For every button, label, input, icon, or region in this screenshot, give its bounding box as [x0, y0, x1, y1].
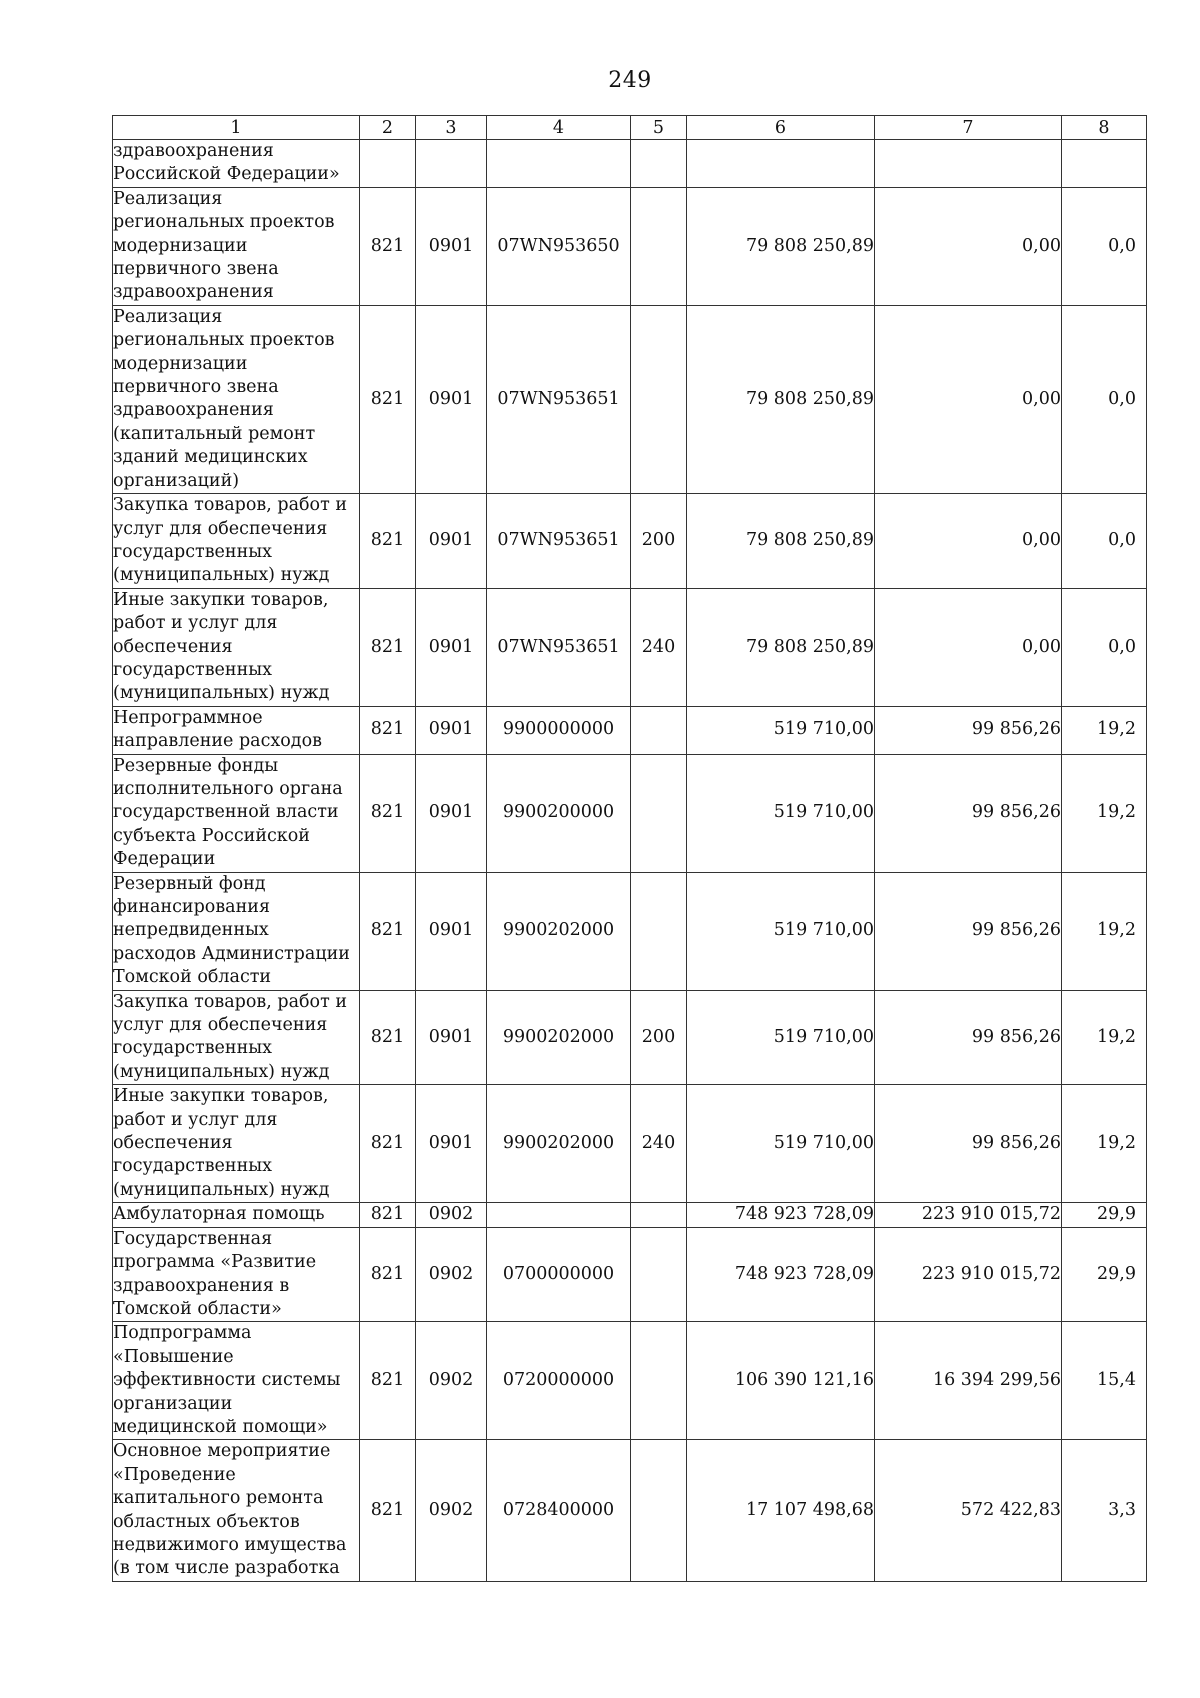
admin-code-cell: 821	[360, 1322, 416, 1440]
admin-code-cell: 821	[360, 187, 416, 305]
actual-amount-cell: 99 856,26	[875, 990, 1062, 1085]
actual-amount-cell	[875, 140, 1062, 188]
section-code-cell: 0902	[416, 1440, 487, 1581]
column-header: 5	[631, 116, 687, 140]
percent-cell: 3,3	[1062, 1440, 1147, 1581]
expense-type-cell	[631, 754, 687, 872]
table-row	[113, 1440, 1147, 1581]
admin-code-cell: 821	[360, 494, 416, 589]
section-code-cell	[416, 140, 487, 188]
plan-amount-cell: 748 923 728,09	[687, 1203, 875, 1227]
expense-type-cell	[631, 1322, 687, 1440]
section-code-cell: 0902	[416, 1203, 487, 1227]
target-article-cell	[487, 1203, 631, 1227]
percent-cell: 0,0	[1062, 187, 1147, 305]
actual-amount-cell: 99 856,26	[875, 872, 1062, 990]
percent-cell	[1062, 140, 1147, 188]
admin-code-cell: 821	[360, 305, 416, 493]
plan-amount-cell: 519 710,00	[687, 706, 875, 754]
percent-cell: 15,4	[1062, 1322, 1147, 1440]
admin-code-cell: 821	[360, 872, 416, 990]
percent-cell: 19,2	[1062, 1085, 1147, 1203]
row-name-cell: Иные закупки товаров, работ и услуг для обеспечения государственных (муниципальных) нужд	[113, 588, 360, 706]
percent-cell: 0,0	[1062, 588, 1147, 706]
target-article-cell: 07WN953651	[487, 494, 631, 589]
actual-amount-cell: 99 856,26	[875, 706, 1062, 754]
plan-amount-cell	[687, 140, 875, 188]
column-header: 6	[687, 116, 875, 140]
section-code-cell: 0901	[416, 305, 487, 493]
actual-amount-cell: 16 394 299,56	[875, 1322, 1062, 1440]
table-row	[113, 140, 1147, 188]
plan-amount-cell: 106 390 121,16	[687, 1322, 875, 1440]
target-article-cell: 9900000000	[487, 706, 631, 754]
percent-cell: 29,9	[1062, 1227, 1147, 1322]
column-header: 1	[113, 116, 360, 140]
target-article-cell: 07WN953651	[487, 588, 631, 706]
row-name-cell: Иные закупки товаров, работ и услуг для обеспечения государственных (муниципальных) нужд	[113, 1085, 360, 1203]
section-code-cell: 0901	[416, 706, 487, 754]
table-body	[113, 140, 1147, 1582]
row-name-cell: Основное мероприятие «Проведение капитального ремонта областных объектов недвижимого имущества (в том числе разработка	[113, 1440, 360, 1581]
expense-type-cell	[631, 1227, 687, 1322]
admin-code-cell: 821	[360, 588, 416, 706]
table-row	[113, 872, 1147, 990]
target-article-cell: 9900202000	[487, 990, 631, 1085]
target-article-cell: 9900200000	[487, 754, 631, 872]
plan-amount-cell: 519 710,00	[687, 872, 875, 990]
expense-type-cell: 240	[631, 1085, 687, 1203]
admin-code-cell	[360, 140, 416, 188]
row-name-cell: Закупка товаров, работ и услуг для обеспечения государственных (муниципальных) нужд	[113, 494, 360, 589]
section-code-cell: 0901	[416, 754, 487, 872]
section-code-cell: 0902	[416, 1322, 487, 1440]
expense-type-cell	[631, 706, 687, 754]
actual-amount-cell: 0,00	[875, 494, 1062, 589]
table-row	[113, 1227, 1147, 1322]
percent-cell: 29,9	[1062, 1203, 1147, 1227]
column-header: 3	[416, 116, 487, 140]
target-article-cell: 07WN953651	[487, 305, 631, 493]
target-article-cell: 0728400000	[487, 1440, 631, 1581]
percent-cell: 19,2	[1062, 706, 1147, 754]
row-name-cell: Резервный фонд финансирования непредвиденных расходов Администрации Томской области	[113, 872, 360, 990]
expense-type-cell: 240	[631, 588, 687, 706]
expense-type-cell	[631, 140, 687, 188]
admin-code-cell: 821	[360, 1227, 416, 1322]
header-row	[113, 116, 1147, 140]
plan-amount-cell: 79 808 250,89	[687, 588, 875, 706]
admin-code-cell: 821	[360, 754, 416, 872]
row-name-cell: Закупка товаров, работ и услуг для обеспечения государственных (муниципальных) нужд	[113, 990, 360, 1085]
row-name-cell: Резервные фонды исполнительного органа государственной власти субъекта Российской Федерации	[113, 754, 360, 872]
admin-code-cell: 821	[360, 706, 416, 754]
target-article-cell: 0700000000	[487, 1227, 631, 1322]
actual-amount-cell: 223 910 015,72	[875, 1203, 1062, 1227]
expense-type-cell	[631, 872, 687, 990]
section-code-cell: 0901	[416, 187, 487, 305]
row-name-cell: Государственная программа «Развитие здравоохранения в Томской области»	[113, 1227, 360, 1322]
expense-type-cell	[631, 187, 687, 305]
plan-amount-cell: 79 808 250,89	[687, 305, 875, 493]
plan-amount-cell: 748 923 728,09	[687, 1227, 875, 1322]
column-header: 7	[875, 116, 1062, 140]
column-header: 4	[487, 116, 631, 140]
admin-code-cell: 821	[360, 1203, 416, 1227]
section-code-cell: 0901	[416, 990, 487, 1085]
admin-code-cell: 821	[360, 990, 416, 1085]
section-code-cell: 0901	[416, 588, 487, 706]
column-header: 8	[1062, 116, 1147, 140]
row-name-cell: Амбулаторная помощь	[113, 1203, 360, 1227]
row-name-cell: здравоохранения Российской Федерации»	[113, 140, 360, 188]
table-row	[113, 1203, 1147, 1227]
column-header: 2	[360, 116, 416, 140]
percent-cell: 19,2	[1062, 872, 1147, 990]
table-row	[113, 1322, 1147, 1440]
expense-type-cell	[631, 1203, 687, 1227]
plan-amount-cell: 519 710,00	[687, 1085, 875, 1203]
plan-amount-cell: 519 710,00	[687, 754, 875, 872]
admin-code-cell: 821	[360, 1085, 416, 1203]
table-row	[113, 494, 1147, 589]
percent-cell: 0,0	[1062, 305, 1147, 493]
plan-amount-cell: 79 808 250,89	[687, 187, 875, 305]
expense-type-cell: 200	[631, 494, 687, 589]
actual-amount-cell: 0,00	[875, 187, 1062, 305]
target-article-cell: 9900202000	[487, 872, 631, 990]
expense-type-cell	[631, 305, 687, 493]
percent-cell: 19,2	[1062, 754, 1147, 872]
table-row	[113, 990, 1147, 1085]
expense-type-cell	[631, 1440, 687, 1581]
row-name-cell: Непрограммное направление расходов	[113, 706, 360, 754]
section-code-cell: 0901	[416, 494, 487, 589]
plan-amount-cell: 519 710,00	[687, 990, 875, 1085]
actual-amount-cell: 0,00	[875, 305, 1062, 493]
table-row	[113, 754, 1147, 872]
percent-cell: 19,2	[1062, 990, 1147, 1085]
target-article-cell: 0720000000	[487, 1322, 631, 1440]
table-row	[113, 305, 1147, 493]
section-code-cell: 0902	[416, 1227, 487, 1322]
expense-type-cell: 200	[631, 990, 687, 1085]
table-row	[113, 706, 1147, 754]
row-name-cell: Подпрограмма «Повышение эффективности системы организации медицинской помощи»	[113, 1322, 360, 1440]
section-code-cell: 0901	[416, 1085, 487, 1203]
admin-code-cell: 821	[360, 1440, 416, 1581]
actual-amount-cell: 572 422,83	[875, 1440, 1062, 1581]
actual-amount-cell: 223 910 015,72	[875, 1227, 1062, 1322]
plan-amount-cell: 17 107 498,68	[687, 1440, 875, 1581]
actual-amount-cell: 99 856,26	[875, 754, 1062, 872]
budget-table	[112, 115, 1147, 1582]
percent-cell: 0,0	[1062, 494, 1147, 589]
target-article-cell: 9900202000	[487, 1085, 631, 1203]
target-article-cell: 07WN953650	[487, 187, 631, 305]
plan-amount-cell: 79 808 250,89	[687, 494, 875, 589]
table-row	[113, 1085, 1147, 1203]
section-code-cell: 0901	[416, 872, 487, 990]
target-article-cell	[487, 140, 631, 188]
row-name-cell: Реализация региональных проектов модернизации первичного звена здравоохранения (капитальный ремонт зданий медицинских организаций)	[113, 305, 360, 493]
table-row	[113, 187, 1147, 305]
table-row	[113, 588, 1147, 706]
actual-amount-cell: 0,00	[875, 588, 1062, 706]
row-name-cell: Реализация региональных проектов модернизации первичного звена здравоохранения	[113, 187, 360, 305]
actual-amount-cell: 99 856,26	[875, 1085, 1062, 1203]
page-number: 249	[608, 68, 652, 93]
